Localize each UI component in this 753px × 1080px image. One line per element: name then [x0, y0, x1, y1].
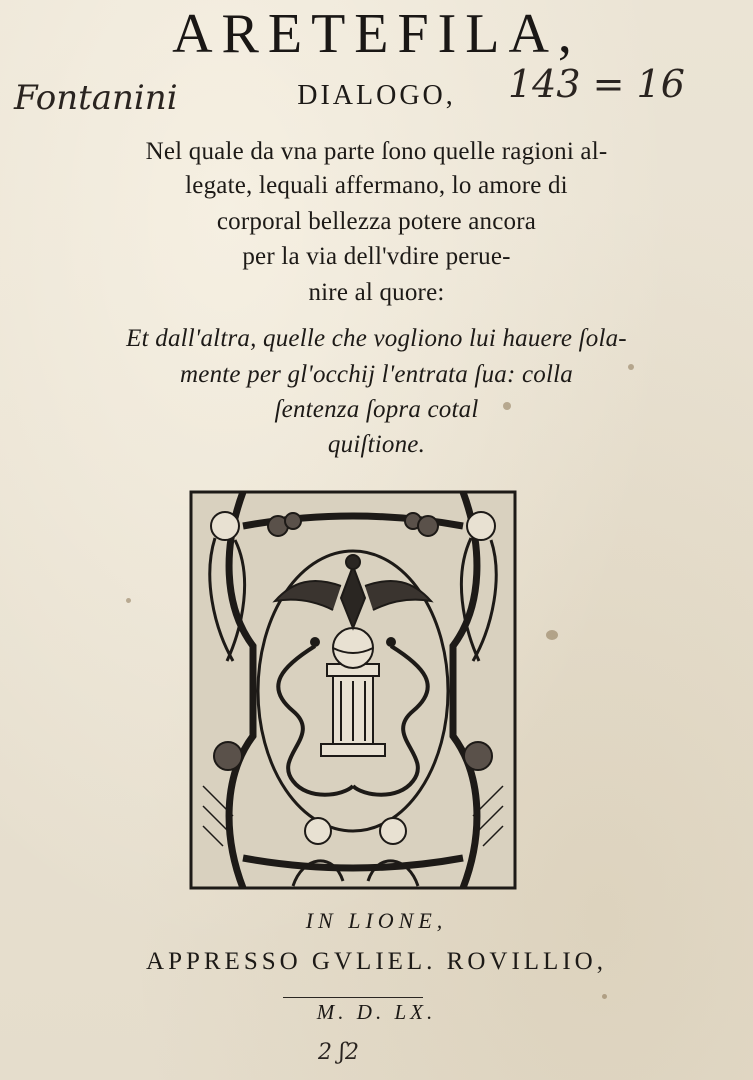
foxing-spot — [628, 364, 634, 370]
foxing-spot — [126, 598, 131, 603]
italic-line-4: quiſtione. — [327, 431, 426, 458]
foxing-spot — [503, 402, 511, 410]
foxing-spot — [602, 994, 607, 999]
handwritten-owner-name: Fontanini — [14, 78, 178, 118]
italic-line-2: mente per gl'occhij l'entrata ſua: colla — [180, 361, 573, 388]
description-line-4: per la via dell'vdire peruе- — [242, 243, 511, 270]
italic-line-3: ſentenza ſopra cotal — [274, 396, 479, 423]
book-subtitle: DIALOGO, — [297, 80, 456, 111]
description-line-5: nire al quore: — [308, 279, 445, 306]
date-rule — [283, 997, 423, 998]
description-line-2: legate, lequali affermano, lo amore di — [185, 172, 568, 199]
italic-line-1: Et dall'altra, quelle che vogliono lui hauere ſola- — [126, 325, 627, 352]
foxing-spot — [546, 630, 558, 640]
handwritten-shelf-number: 143 = 16 — [508, 62, 685, 106]
imprint-place: IN LIONE, — [305, 908, 448, 933]
imprint-printer: APPRESSO GVLIEL. ROVILLIO, — [146, 948, 607, 975]
book-title: ARETEFILA, — [172, 3, 581, 65]
handwritten-signature-mark: 2 ʃ2 — [318, 1040, 359, 1065]
printer-device-woodcut — [183, 486, 523, 894]
description-line-3: corporal bellezza potere ancora — [216, 208, 537, 235]
description-line-1: Nel quale da vna parte ſono quelle ragioni al- — [145, 138, 608, 165]
imprint-date: M. D. LX. — [316, 1000, 437, 1024]
